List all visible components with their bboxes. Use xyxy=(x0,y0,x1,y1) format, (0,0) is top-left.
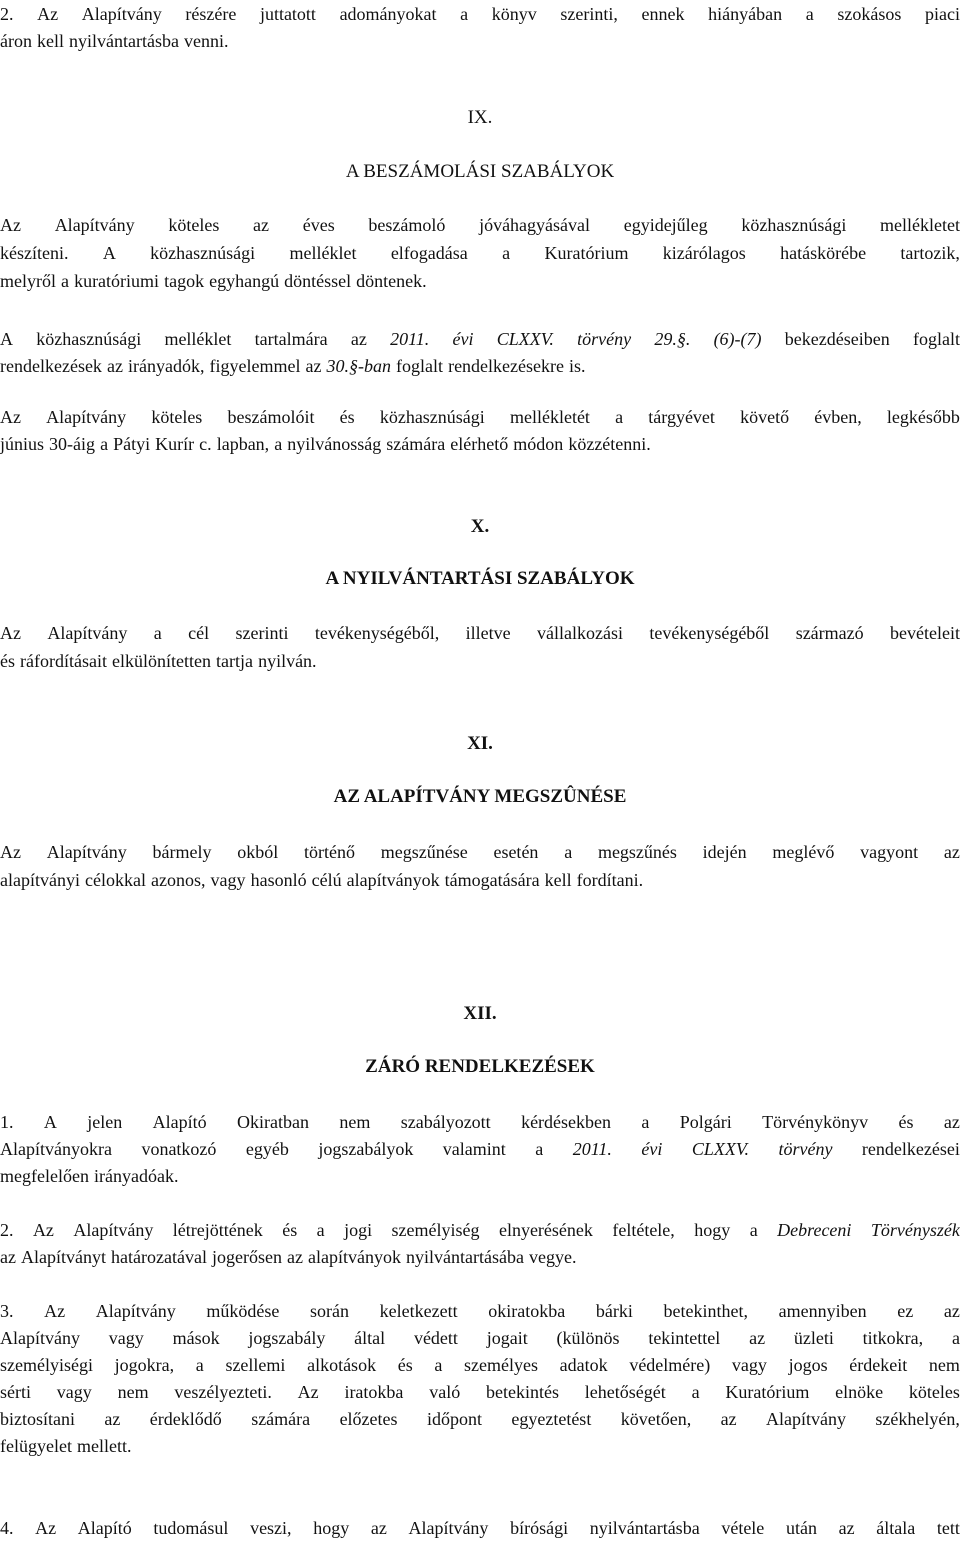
word: ráfordításait xyxy=(20,651,107,671)
text-line xyxy=(0,270,960,292)
word: célú xyxy=(311,870,342,890)
word: Alapítvány xyxy=(766,1409,846,1429)
word: ennek xyxy=(641,4,685,24)
word: közhasznúsági xyxy=(741,215,847,235)
word: Az xyxy=(37,4,59,24)
word: részére xyxy=(185,4,237,24)
word: A xyxy=(43,1112,57,1132)
word: szellemi xyxy=(225,1355,286,1375)
word: tudomásul xyxy=(153,1518,229,1538)
word: közzétenni. xyxy=(568,434,651,454)
word: a xyxy=(274,434,283,454)
word: amennyiben xyxy=(778,1301,867,1321)
word: törvény xyxy=(577,329,632,349)
word: 4. xyxy=(0,1518,14,1538)
word: tevékenységéből xyxy=(649,623,770,643)
heading-xi-number: XI. xyxy=(467,733,493,754)
word: bekezdéseiben xyxy=(784,329,890,349)
word: az xyxy=(106,356,123,376)
word: A xyxy=(102,243,116,263)
text-line xyxy=(0,1138,960,1160)
word: a xyxy=(951,1328,960,1348)
word: alapítványi xyxy=(0,870,80,890)
word: számára xyxy=(251,1409,311,1429)
text-line xyxy=(0,1246,960,1268)
word: a xyxy=(641,1112,650,1132)
word: beszámolóit xyxy=(227,407,315,427)
word: tett xyxy=(936,1518,960,1538)
word: jogi xyxy=(344,1220,373,1240)
word: jogerősen xyxy=(212,1247,282,1267)
word: Pátyi xyxy=(113,434,151,454)
word: létrejöttének xyxy=(172,1220,263,1240)
word: cél xyxy=(188,623,210,643)
word: után xyxy=(785,1518,817,1538)
word: titkokra, xyxy=(862,1328,924,1348)
word: az xyxy=(287,1247,303,1267)
word: nem xyxy=(339,1112,371,1132)
word: melyről xyxy=(0,271,56,291)
word: és xyxy=(0,651,15,671)
word: Okiratban xyxy=(236,1112,309,1132)
word: fordítani. xyxy=(576,870,644,890)
word: az xyxy=(350,329,367,349)
word: készíteni. xyxy=(0,243,69,263)
word: Az xyxy=(0,215,21,235)
word: vagy xyxy=(108,1328,144,1348)
word: módon xyxy=(513,434,564,454)
word: az xyxy=(720,1409,737,1429)
word: a xyxy=(805,4,814,24)
word: jogos xyxy=(788,1355,828,1375)
word: a xyxy=(502,243,511,263)
word: a xyxy=(749,1220,758,1240)
word: alkotások xyxy=(307,1355,377,1375)
word: közhasznúsági xyxy=(36,329,142,349)
word: által xyxy=(354,1328,386,1348)
word: az xyxy=(0,1247,16,1267)
word: könyv xyxy=(491,4,537,24)
word: évben, xyxy=(814,407,862,427)
word: tartalmára xyxy=(254,329,328,349)
text-line xyxy=(0,30,960,52)
word: a xyxy=(460,4,469,24)
word: rendelkezései xyxy=(861,1139,960,1159)
word: betekinthet, xyxy=(663,1301,748,1321)
word: megszűnés xyxy=(597,842,677,862)
word: tárgyévet xyxy=(648,407,715,427)
word: és xyxy=(898,1112,914,1132)
word: döntéssel xyxy=(284,271,352,291)
word: 30-áig xyxy=(49,434,96,454)
word: hatáskörébe xyxy=(780,243,867,263)
word: évi xyxy=(452,329,474,349)
word: (6)-(7) xyxy=(713,329,762,349)
word: személyiségi xyxy=(0,1355,93,1375)
word: vagy xyxy=(56,1382,92,1402)
word: feltétele, xyxy=(612,1220,675,1240)
word: 2. xyxy=(0,1220,14,1240)
text-line xyxy=(0,1327,960,1349)
word: szabályozott xyxy=(400,1112,491,1132)
word: Kuratórium xyxy=(725,1382,810,1402)
word: Debreceni xyxy=(777,1220,852,1240)
word: 2011. xyxy=(390,329,430,349)
text-line xyxy=(0,433,960,455)
word: mellett. xyxy=(77,1436,132,1456)
word: és xyxy=(397,1355,413,1375)
word: a xyxy=(61,271,70,291)
text-line xyxy=(0,1111,960,1133)
word: venni. xyxy=(184,31,229,51)
word: lehetőségét xyxy=(584,1382,666,1402)
word: vagy xyxy=(210,870,246,890)
word: Alapítvány xyxy=(73,1220,154,1240)
word: egyidejűleg xyxy=(623,215,708,235)
word: a xyxy=(535,1139,544,1159)
word: Alapítvány xyxy=(47,623,128,643)
word: nyilvánosság xyxy=(287,434,382,454)
word: elkülönítetten xyxy=(112,651,212,671)
word: Alapítvány xyxy=(46,842,127,862)
text-line xyxy=(0,650,960,672)
word: székhelyén, xyxy=(875,1409,960,1429)
word: 3. xyxy=(0,1301,14,1321)
text-line xyxy=(0,3,960,25)
word: hogy xyxy=(313,1518,350,1538)
word: az xyxy=(943,1112,960,1132)
word: támogatására xyxy=(444,870,540,890)
word: ez xyxy=(897,1301,914,1321)
word: jogszabályok xyxy=(318,1139,414,1159)
text-line xyxy=(0,1517,960,1539)
word: illetve xyxy=(465,623,511,643)
text-line xyxy=(0,406,960,428)
word: az xyxy=(104,1409,121,1429)
word: megszűnése xyxy=(380,842,468,862)
word: elfogadása xyxy=(390,243,468,263)
word: szerinti xyxy=(235,623,289,643)
word: irányadók, xyxy=(127,356,205,376)
word: rendelkezések xyxy=(0,356,102,376)
heading-xi-title: AZ ALAPÍTVÁNY MEGSZÛNÉSE xyxy=(333,786,627,807)
word: vagy xyxy=(731,1355,767,1375)
heading-ix-title: A BESZÁMOLÁSI SZABÁLYOK xyxy=(345,161,615,182)
word: foglalt xyxy=(912,329,960,349)
word: szerinti, xyxy=(560,4,618,24)
word: védelmére) xyxy=(629,1355,711,1375)
word: adományokat xyxy=(339,4,437,24)
text-line xyxy=(0,214,960,236)
word: jóváhagyásával xyxy=(479,215,591,235)
word: köteles xyxy=(168,215,220,235)
word: tevékenységéből, xyxy=(314,623,440,643)
word: a xyxy=(691,1382,700,1402)
word: a xyxy=(316,1220,325,1240)
word: c. xyxy=(199,434,212,454)
word: számára xyxy=(386,434,446,454)
word: időpont xyxy=(426,1409,482,1429)
text-line xyxy=(0,355,960,377)
word: kell xyxy=(37,31,65,51)
word: áron xyxy=(0,31,32,51)
word: elnyerésének xyxy=(498,1220,593,1240)
word: Az xyxy=(32,1220,54,1240)
word: a xyxy=(564,842,573,862)
word: lapban, xyxy=(216,434,270,454)
word: a xyxy=(615,407,624,427)
text-line xyxy=(0,1435,960,1457)
word: vagyont xyxy=(860,842,919,862)
word: alapítványok xyxy=(308,1247,402,1267)
word: Alapítvány xyxy=(0,1328,80,1348)
word: vállalkozási xyxy=(537,623,623,643)
word: 2011. xyxy=(572,1139,612,1159)
word: határozatával xyxy=(111,1247,207,1267)
word: nyilvántartásába xyxy=(406,1247,524,1267)
word: a xyxy=(100,434,109,454)
word: Az xyxy=(0,842,21,862)
word: Alapítvány xyxy=(46,407,127,427)
word: közhasznúsági xyxy=(379,407,485,427)
word: előzetes xyxy=(339,1409,398,1429)
word: való xyxy=(429,1382,461,1402)
word: Az xyxy=(44,1301,66,1321)
word: kell xyxy=(544,870,572,890)
word: érdeklődő xyxy=(149,1409,222,1429)
word: nem xyxy=(928,1355,960,1375)
word: személyiség xyxy=(391,1220,480,1240)
word: származó xyxy=(795,623,864,643)
word: során xyxy=(310,1301,350,1321)
word: évi xyxy=(641,1139,663,1159)
text-line xyxy=(0,1381,960,1403)
word: követő xyxy=(740,407,790,427)
word: június xyxy=(0,434,45,454)
word: az xyxy=(305,356,322,376)
word: személyes xyxy=(464,1355,539,1375)
word: és xyxy=(282,1220,298,1240)
word: az xyxy=(253,215,270,235)
word: Alapító xyxy=(152,1112,207,1132)
word: az xyxy=(370,1518,387,1538)
word: esetén xyxy=(493,842,539,862)
word: felügyelet xyxy=(0,1436,72,1456)
heading-xii-number: XII. xyxy=(463,1003,497,1024)
word: Törvényszék xyxy=(870,1220,960,1240)
word: figyelemmel xyxy=(209,356,301,376)
word: döntenek. xyxy=(356,271,427,291)
text-line xyxy=(0,1219,960,1241)
word: Az xyxy=(35,1518,57,1538)
word: Alapítvány xyxy=(81,4,162,24)
word: CLXXV. xyxy=(496,329,554,349)
word: Polgári xyxy=(679,1112,732,1132)
word: 30.§-ban xyxy=(326,356,392,376)
text-line xyxy=(0,242,960,264)
word: és xyxy=(339,407,355,427)
text-line xyxy=(0,1354,960,1376)
text-line xyxy=(0,328,960,350)
word: az xyxy=(943,842,960,862)
word: Az xyxy=(0,623,21,643)
word: iratokba xyxy=(344,1382,404,1402)
word: éves xyxy=(302,215,335,235)
word: célokkal xyxy=(85,870,146,890)
word: kizárólagos xyxy=(662,243,746,263)
word: rendelkezésekre xyxy=(448,356,564,376)
word: adatok xyxy=(559,1355,608,1375)
word: A xyxy=(0,329,13,349)
word: nyilvántartásba xyxy=(589,1518,700,1538)
word: is. xyxy=(569,356,586,376)
word: okiratokba xyxy=(488,1301,566,1321)
word: okból xyxy=(237,842,279,862)
word: Alapítvány xyxy=(95,1301,176,1321)
word: szokásos xyxy=(837,4,902,24)
word: hasonló xyxy=(250,870,307,890)
word: legkésőbb xyxy=(886,407,960,427)
word: vegye. xyxy=(529,1247,577,1267)
word: biztosítani xyxy=(0,1409,75,1429)
word: köteles xyxy=(908,1382,960,1402)
text-line xyxy=(0,1408,960,1430)
word: meglévő xyxy=(772,842,835,862)
word: követően, xyxy=(620,1409,692,1429)
word: érdekeit xyxy=(849,1355,908,1375)
text-line xyxy=(0,869,960,891)
word: üzleti xyxy=(793,1328,834,1348)
word: az xyxy=(749,1328,766,1348)
text-line xyxy=(0,1165,960,1187)
heading-x-number: X. xyxy=(470,516,490,537)
heading-ix-number: IX. xyxy=(467,107,493,128)
word: Törvénykönyv xyxy=(762,1112,869,1132)
word: 1. xyxy=(0,1112,14,1132)
word: bírósági xyxy=(510,1518,569,1538)
word: keletkezett xyxy=(379,1301,458,1321)
word: vétele xyxy=(721,1518,765,1538)
word: veszi, xyxy=(250,1518,292,1538)
word: Az xyxy=(297,1382,319,1402)
word: mások xyxy=(172,1328,220,1348)
word: veszélyezteti. xyxy=(174,1382,272,1402)
word: egyhangú xyxy=(209,271,280,291)
word: hiányában xyxy=(708,4,783,24)
word: azonos, xyxy=(151,870,206,890)
word: a xyxy=(434,1355,443,1375)
word: elérhető xyxy=(450,434,509,454)
word: tekintettel xyxy=(648,1328,721,1348)
word: egyeztetést xyxy=(511,1409,592,1429)
word: foglalt xyxy=(396,356,444,376)
word: valamint xyxy=(442,1139,506,1159)
word: nem xyxy=(117,1382,149,1402)
word: tartozik, xyxy=(900,243,960,263)
heading-xii-title: ZÁRÓ RENDELKEZÉSEK xyxy=(365,1056,595,1077)
text-line xyxy=(0,622,960,644)
word: hogy xyxy=(694,1220,731,1240)
word: Kurír xyxy=(155,434,195,454)
word: Alapítványokra xyxy=(0,1139,112,1159)
word: megfelelően xyxy=(0,1166,89,1186)
word: alapítványok xyxy=(346,870,440,890)
word: a xyxy=(153,623,162,643)
word: védett xyxy=(413,1328,458,1348)
word: törvény xyxy=(778,1139,833,1159)
word: tagok xyxy=(164,271,205,291)
word: a xyxy=(195,1355,204,1375)
word: bárki xyxy=(595,1301,633,1321)
word: sérti xyxy=(0,1382,31,1402)
word: bármely xyxy=(152,842,212,862)
word: működése xyxy=(206,1301,280,1321)
word: melléklet xyxy=(164,329,232,349)
word: Kuratórium xyxy=(544,243,629,263)
word: jogokra, xyxy=(114,1355,175,1375)
word: bevételeit xyxy=(890,623,960,643)
word: Alapítvány xyxy=(54,215,135,235)
word: köteles xyxy=(151,407,203,427)
word: jogait xyxy=(486,1328,528,1348)
word: mellékletét xyxy=(509,407,590,427)
word: nyilvántartásba xyxy=(69,31,180,51)
word: közhasznúsági xyxy=(150,243,256,263)
text-line xyxy=(0,1300,960,1322)
word: egyéb xyxy=(245,1139,289,1159)
word: 29.§. xyxy=(654,329,691,349)
word: irányadóak. xyxy=(94,1166,179,1186)
word: betekintés xyxy=(486,1382,559,1402)
word: Alapítvány xyxy=(408,1518,489,1538)
word: kérdésekben xyxy=(521,1112,612,1132)
heading-x-title: A NYILVÁNTARTÁSI SZABÁLYOK xyxy=(325,568,635,589)
word: az xyxy=(838,1518,855,1538)
word: jelen xyxy=(87,1112,123,1132)
word: tartja xyxy=(216,651,254,671)
text-line xyxy=(0,841,960,863)
word: (különös xyxy=(556,1328,620,1348)
word: 2. xyxy=(0,4,14,24)
word: kuratóriumi xyxy=(74,271,160,291)
word: CLXXV. xyxy=(691,1139,749,1159)
word: vonatkozó xyxy=(141,1139,217,1159)
word: nyilván. xyxy=(258,651,317,671)
word: juttatott xyxy=(259,4,316,24)
word: jogszabály xyxy=(248,1328,326,1348)
word: általa xyxy=(876,1518,916,1538)
word: Az xyxy=(0,407,21,427)
word: elnöke xyxy=(835,1382,884,1402)
word: történő xyxy=(303,842,355,862)
word: az xyxy=(943,1301,960,1321)
word: Alapítványt xyxy=(21,1247,106,1267)
word: melléklet xyxy=(289,243,357,263)
word: idején xyxy=(702,842,747,862)
word: mellékletet xyxy=(880,215,960,235)
word: beszámoló xyxy=(368,215,446,235)
word: piaci xyxy=(924,4,960,24)
word: Alapító xyxy=(77,1518,132,1538)
